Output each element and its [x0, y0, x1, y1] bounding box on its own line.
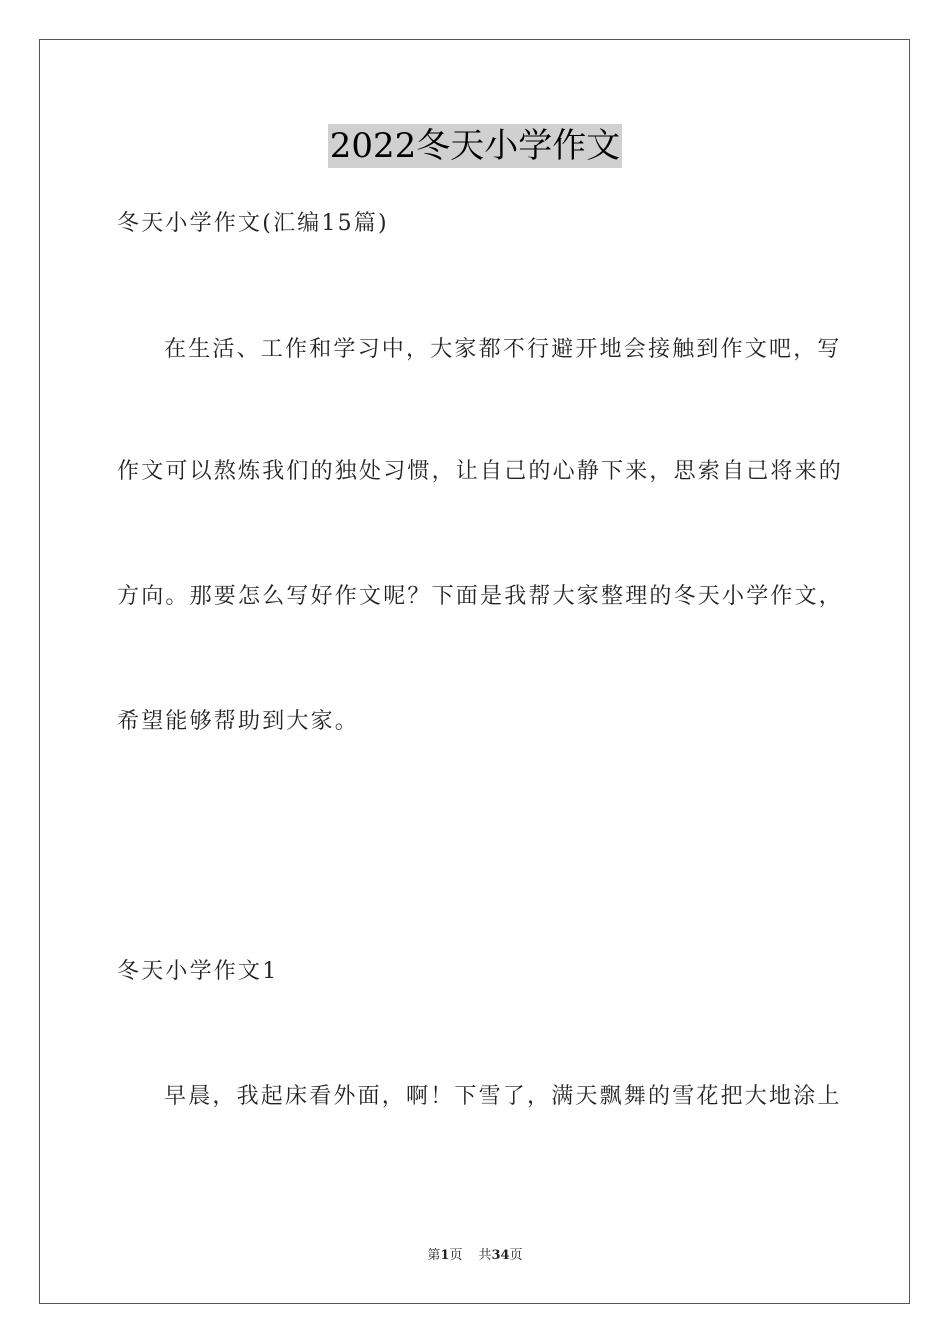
footer-total-suffix: 页 — [509, 1248, 523, 1263]
footer-page-number: 1 — [440, 1248, 450, 1263]
footer-page-prefix: 第 — [427, 1248, 441, 1263]
document-title: 2022冬天小学作文 — [329, 126, 621, 166]
footer-page-suffix: 页 — [449, 1248, 463, 1263]
footer-total-prefix: 共 — [478, 1248, 492, 1263]
section-line-1: 早晨，我起床看外面，啊！下雪了，满天飘舞的雪花把大地涂上 — [164, 1084, 842, 1109]
section-heading: 冬天小学作文1 — [117, 959, 279, 984]
intro-line-4: 希望能够帮助到大家。 — [117, 709, 360, 734]
intro-line-1: 在生活、工作和学习中，大家都不行避开地会接触到作文吧，写 — [164, 337, 842, 362]
footer-total-pages: 34 — [491, 1248, 510, 1263]
document-subtitle: 冬天小学作文(汇编15篇) — [117, 211, 389, 236]
intro-line-3: 方向。那要怎么写好作文呢？下面是我帮大家整理的冬天小学作文， — [117, 584, 844, 609]
intro-line-2: 作文可以熬炼我们的独处习惯，让自己的心静下来，思索自己将来的 — [117, 459, 844, 484]
title-container — [0, 124, 950, 168]
page-footer — [0, 1247, 950, 1265]
